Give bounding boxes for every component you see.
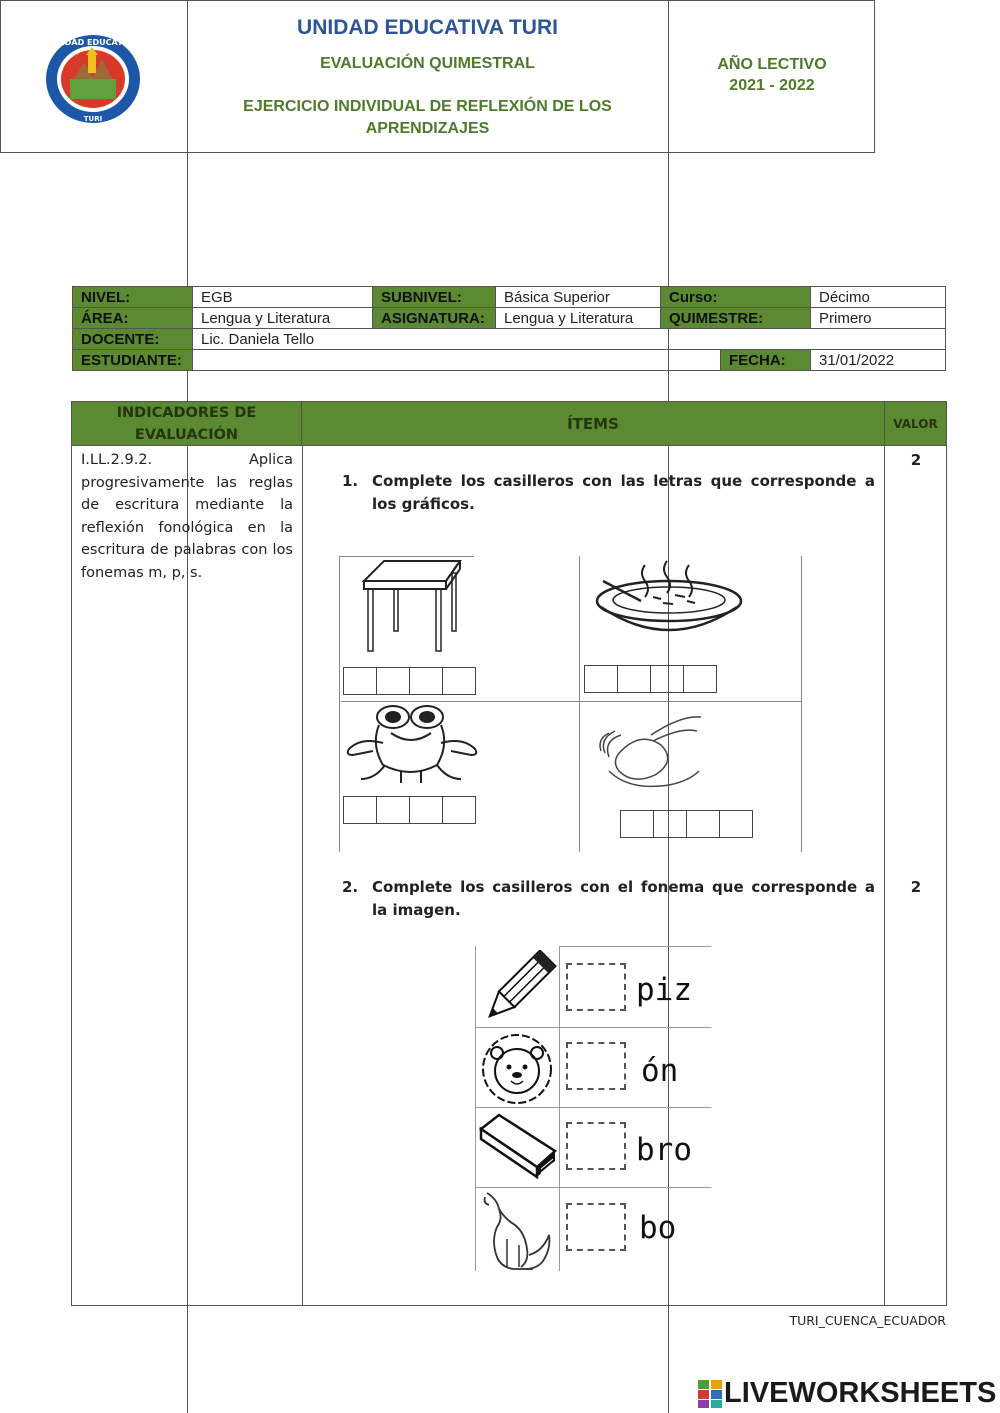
indicator-text: I.LL.2.9.2. Aplica progresivamente las reglas de escritura mediante la reflexión fonológica en la escritura de palabras con los fonemas m, p, s. bbox=[81, 452, 293, 581]
left-border bbox=[71, 446, 72, 1306]
nivel-value: EGB bbox=[193, 287, 373, 308]
svg-text:TURI: TURI bbox=[83, 115, 103, 123]
svg-text:UNIDAD EDUCATIVA: UNIDAD EDUCATIVA bbox=[48, 38, 138, 47]
phoneme-box-1[interactable] bbox=[566, 963, 626, 1011]
table-picture bbox=[356, 559, 464, 654]
col-header-items: ÍTEMS bbox=[301, 401, 885, 446]
question-2-text: Complete los casilleros con el fonema que corresponde a la imagen. bbox=[372, 878, 875, 919]
fecha-value: 31/01/2022 bbox=[811, 350, 946, 371]
curso-value: Décimo bbox=[811, 287, 946, 308]
curso-label: Curso: bbox=[661, 287, 811, 308]
phoneme-box-3[interactable] bbox=[566, 1122, 626, 1170]
phoneme-box-4[interactable] bbox=[566, 1203, 626, 1251]
year-label: AÑO LECTIVO bbox=[717, 56, 827, 73]
docente-label: DOCENTE: bbox=[73, 329, 193, 350]
question-2-number: 2. bbox=[342, 878, 359, 896]
question-1-number: 1. bbox=[342, 472, 359, 490]
subnivel-value: Básica Superior bbox=[496, 287, 661, 308]
syllable-3: bro bbox=[636, 1132, 692, 1168]
answer-boxes-soup[interactable] bbox=[585, 665, 717, 693]
footer-location: TURI_CUENCA_ECUADOR bbox=[789, 1313, 946, 1328]
estudiante-label: ESTUDIANTE: bbox=[73, 350, 193, 371]
col-header-valor: VALOR bbox=[884, 401, 947, 446]
area-label: ÁREA: bbox=[73, 308, 193, 329]
evaluation-table bbox=[71, 401, 947, 1306]
watermark-text: LIVEWORKSHEETS bbox=[724, 1377, 997, 1409]
right-border bbox=[946, 446, 947, 1306]
estudiante-field[interactable] bbox=[193, 350, 721, 371]
wolf-picture bbox=[477, 1189, 557, 1273]
liveworksheets-logo-icon bbox=[698, 1380, 722, 1408]
question-1-value: 2 bbox=[910, 451, 922, 469]
phoneme-grid-left bbox=[475, 946, 476, 1271]
grid-line-left bbox=[339, 556, 340, 852]
question-2-value: 2 bbox=[910, 878, 922, 896]
phoneme-box-2[interactable] bbox=[566, 1042, 626, 1090]
book-picture bbox=[477, 1111, 557, 1185]
quimestre-value: Primero bbox=[811, 308, 946, 329]
evaluation-type: EVALUACIÓN QUIMESTRAL bbox=[320, 55, 535, 72]
col-divider-2 bbox=[884, 446, 885, 1306]
school-logo bbox=[44, 33, 142, 125]
phoneme-grid-row1 bbox=[475, 1027, 711, 1028]
area-value: Lengua y Literatura bbox=[193, 308, 373, 329]
year-value: 2021 - 2022 bbox=[729, 77, 815, 94]
asignatura-value: Lengua y Literatura bbox=[496, 308, 661, 329]
nivel-label: NIVEL: bbox=[73, 287, 193, 308]
phoneme-grid-row2 bbox=[475, 1107, 711, 1108]
grid-line-top bbox=[339, 556, 474, 557]
question-1-text: Complete los casilleros con las letras que corresponde a los gráficos. bbox=[372, 472, 875, 513]
grid-line-middle bbox=[579, 556, 580, 852]
phoneme-grid-top bbox=[559, 946, 711, 947]
school-name: UNIDAD EDUCATIVA TURI bbox=[297, 16, 558, 39]
subnivel-label: SUBNIVEL: bbox=[373, 287, 496, 308]
docente-value: Lic. Daniela Tello bbox=[193, 329, 946, 350]
asignatura-label: ASIGNATURA: bbox=[373, 308, 496, 329]
grid-line-right bbox=[801, 556, 802, 852]
pencil-picture bbox=[479, 950, 557, 1026]
student-info-table bbox=[72, 286, 946, 371]
frog-picture bbox=[341, 703, 487, 785]
bottom-border bbox=[71, 1305, 947, 1306]
answer-boxes-frog[interactable] bbox=[344, 796, 476, 824]
answer-boxes-table[interactable] bbox=[344, 667, 476, 695]
syllable-4: bo bbox=[639, 1210, 677, 1246]
quimestre-label: QUIMESTRE: bbox=[661, 308, 811, 329]
syllable-2: ón bbox=[641, 1053, 679, 1089]
header-box bbox=[0, 0, 875, 153]
hands-picture bbox=[591, 711, 711, 791]
col-header-indicadores-text: INDICADORES DE EVALUACIÓN bbox=[116, 404, 257, 443]
exercise-title: EJERCICIO INDIVIDUAL DE REFLEXIÓN DE LOS APRENDIZAJES bbox=[243, 98, 612, 137]
answer-boxes-hands[interactable] bbox=[621, 810, 753, 838]
liveworksheets-watermark bbox=[698, 1377, 996, 1410]
fecha-label: FECHA: bbox=[721, 350, 811, 371]
syllable-1: piz bbox=[636, 972, 692, 1008]
lion-picture bbox=[477, 1031, 557, 1105]
grid-line-center bbox=[341, 701, 801, 702]
phoneme-grid-middle bbox=[559, 946, 560, 1271]
col-header-indicadores bbox=[71, 401, 302, 446]
phoneme-grid-row3 bbox=[475, 1187, 711, 1188]
soup-picture bbox=[593, 559, 745, 639]
col-divider-1 bbox=[302, 446, 303, 1306]
